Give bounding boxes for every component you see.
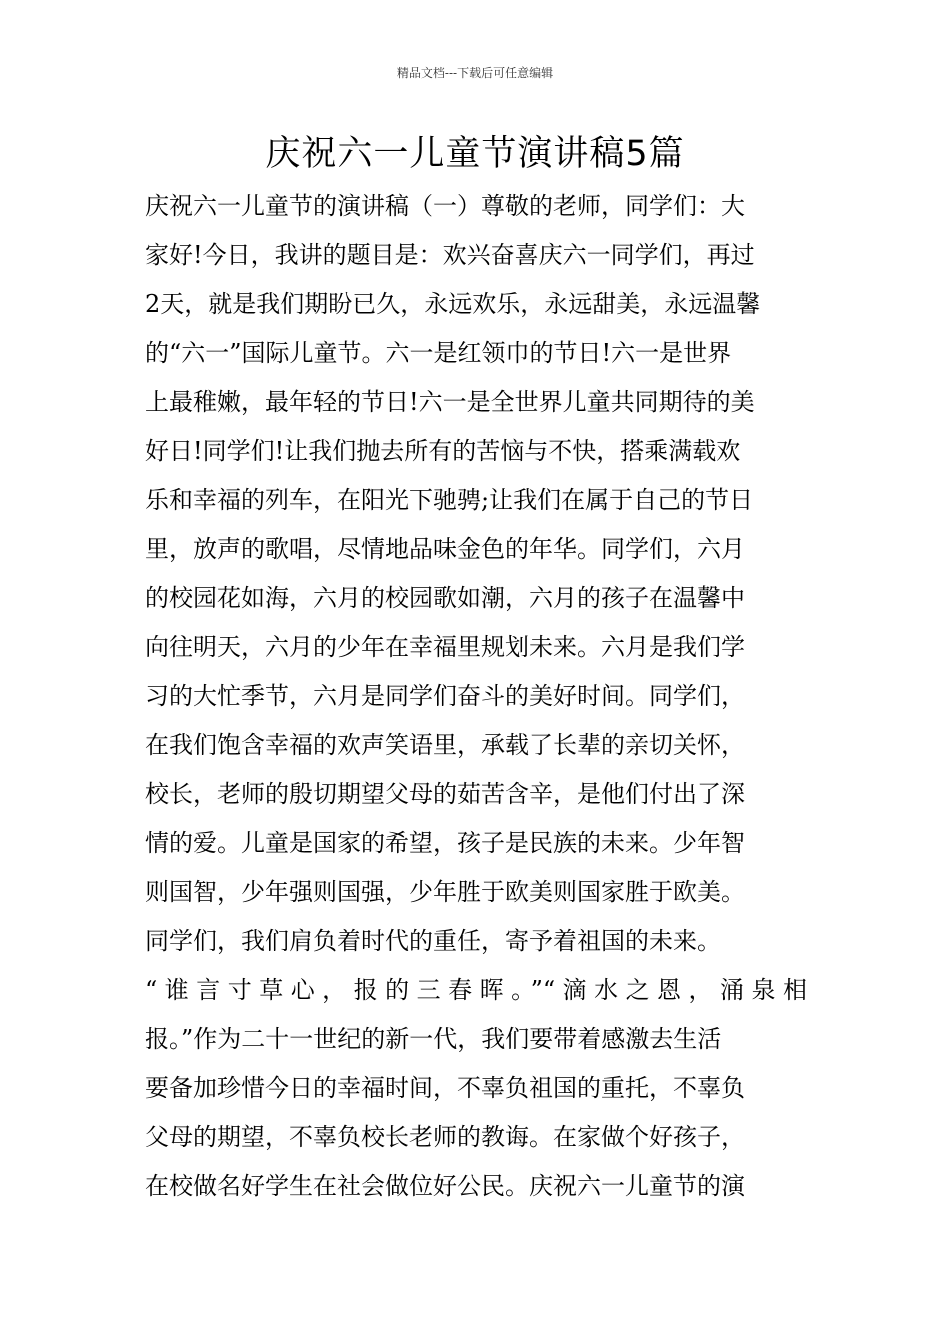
text-line: 情的爱。儿童是国家的希望，孩子是民族的未来。少年智 — [145, 829, 745, 857]
body-text — [145, 182, 807, 1211]
text-line: 报。”作为二十一世纪的新一代，我们要带着感激去生活 — [145, 1025, 722, 1053]
text-line: 在校做名好学生在社会做位好公民。庆祝六一儿童节的演 — [145, 1172, 745, 1200]
text-line: 好日!同学们!让我们抛去所有的苦恼与不快，搭乘满载欢 — [145, 437, 741, 465]
text-line: 家好!今日，我讲的题目是：欢兴奋喜庆六一同学们，再过 — [145, 241, 755, 269]
text-line: 的“六一”国际儿童节。六一是红领巾的节日!六一是世界 — [145, 339, 732, 367]
text-line: 上最稚嫩，最年轻的节日!六一是全世界儿童共同期待的美 — [145, 388, 755, 416]
text-line: 习的大忙季节，六月是同学们奋斗的美好时间。同学们， — [145, 682, 745, 710]
text-line: 同学们，我们肩负着时代的重任，寄予着祖国的未来。 — [145, 927, 721, 955]
text-line: 则国智，少年强则国强，少年胜于欧美则国家胜于欧美。 — [145, 878, 745, 906]
text-line: “谁言寸草心，报的三春晖。”“滴水之恩，涌泉相 — [145, 976, 807, 1004]
document-title: 庆祝六一儿童节演讲稿5篇 — [265, 134, 685, 174]
text-line: 校长，老师的殷切期望父母的茹苦含辛，是他们付出了深 — [145, 780, 745, 808]
text-line: 父母的期望，不辜负校长老师的教诲。在家做个好孩子， — [145, 1123, 745, 1151]
text-line: 要备加珍惜今日的幸福时间，不辜负祖国的重托，不辜负 — [145, 1074, 745, 1102]
header-note: 精品文档---下载后可任意编辑 — [396, 66, 554, 80]
text-line: 里，放声的歌唱，尽情地品味金色的年华。同学们，六月 — [145, 535, 745, 563]
text-line: 乐和幸福的列车，在阳光下驰骋;让我们在属于自己的节日 — [145, 486, 754, 514]
text-line: 在我们饱含幸福的欢声笑语里，承载了长辈的亲切关怀， — [145, 731, 745, 759]
text-line: 的校园花如海，六月的校园歌如潮，六月的孩子在温馨中 — [145, 584, 745, 612]
text-line: 向往明天，六月的少年在幸福里规划未来。六月是我们学 — [145, 633, 745, 661]
text-line: 2天，就是我们期盼已久，永远欢乐，永远甜美，永远温馨 — [145, 290, 761, 318]
text-line: 庆祝六一儿童节的演讲稿（一）尊敬的老师，同学们：大 — [145, 192, 745, 220]
